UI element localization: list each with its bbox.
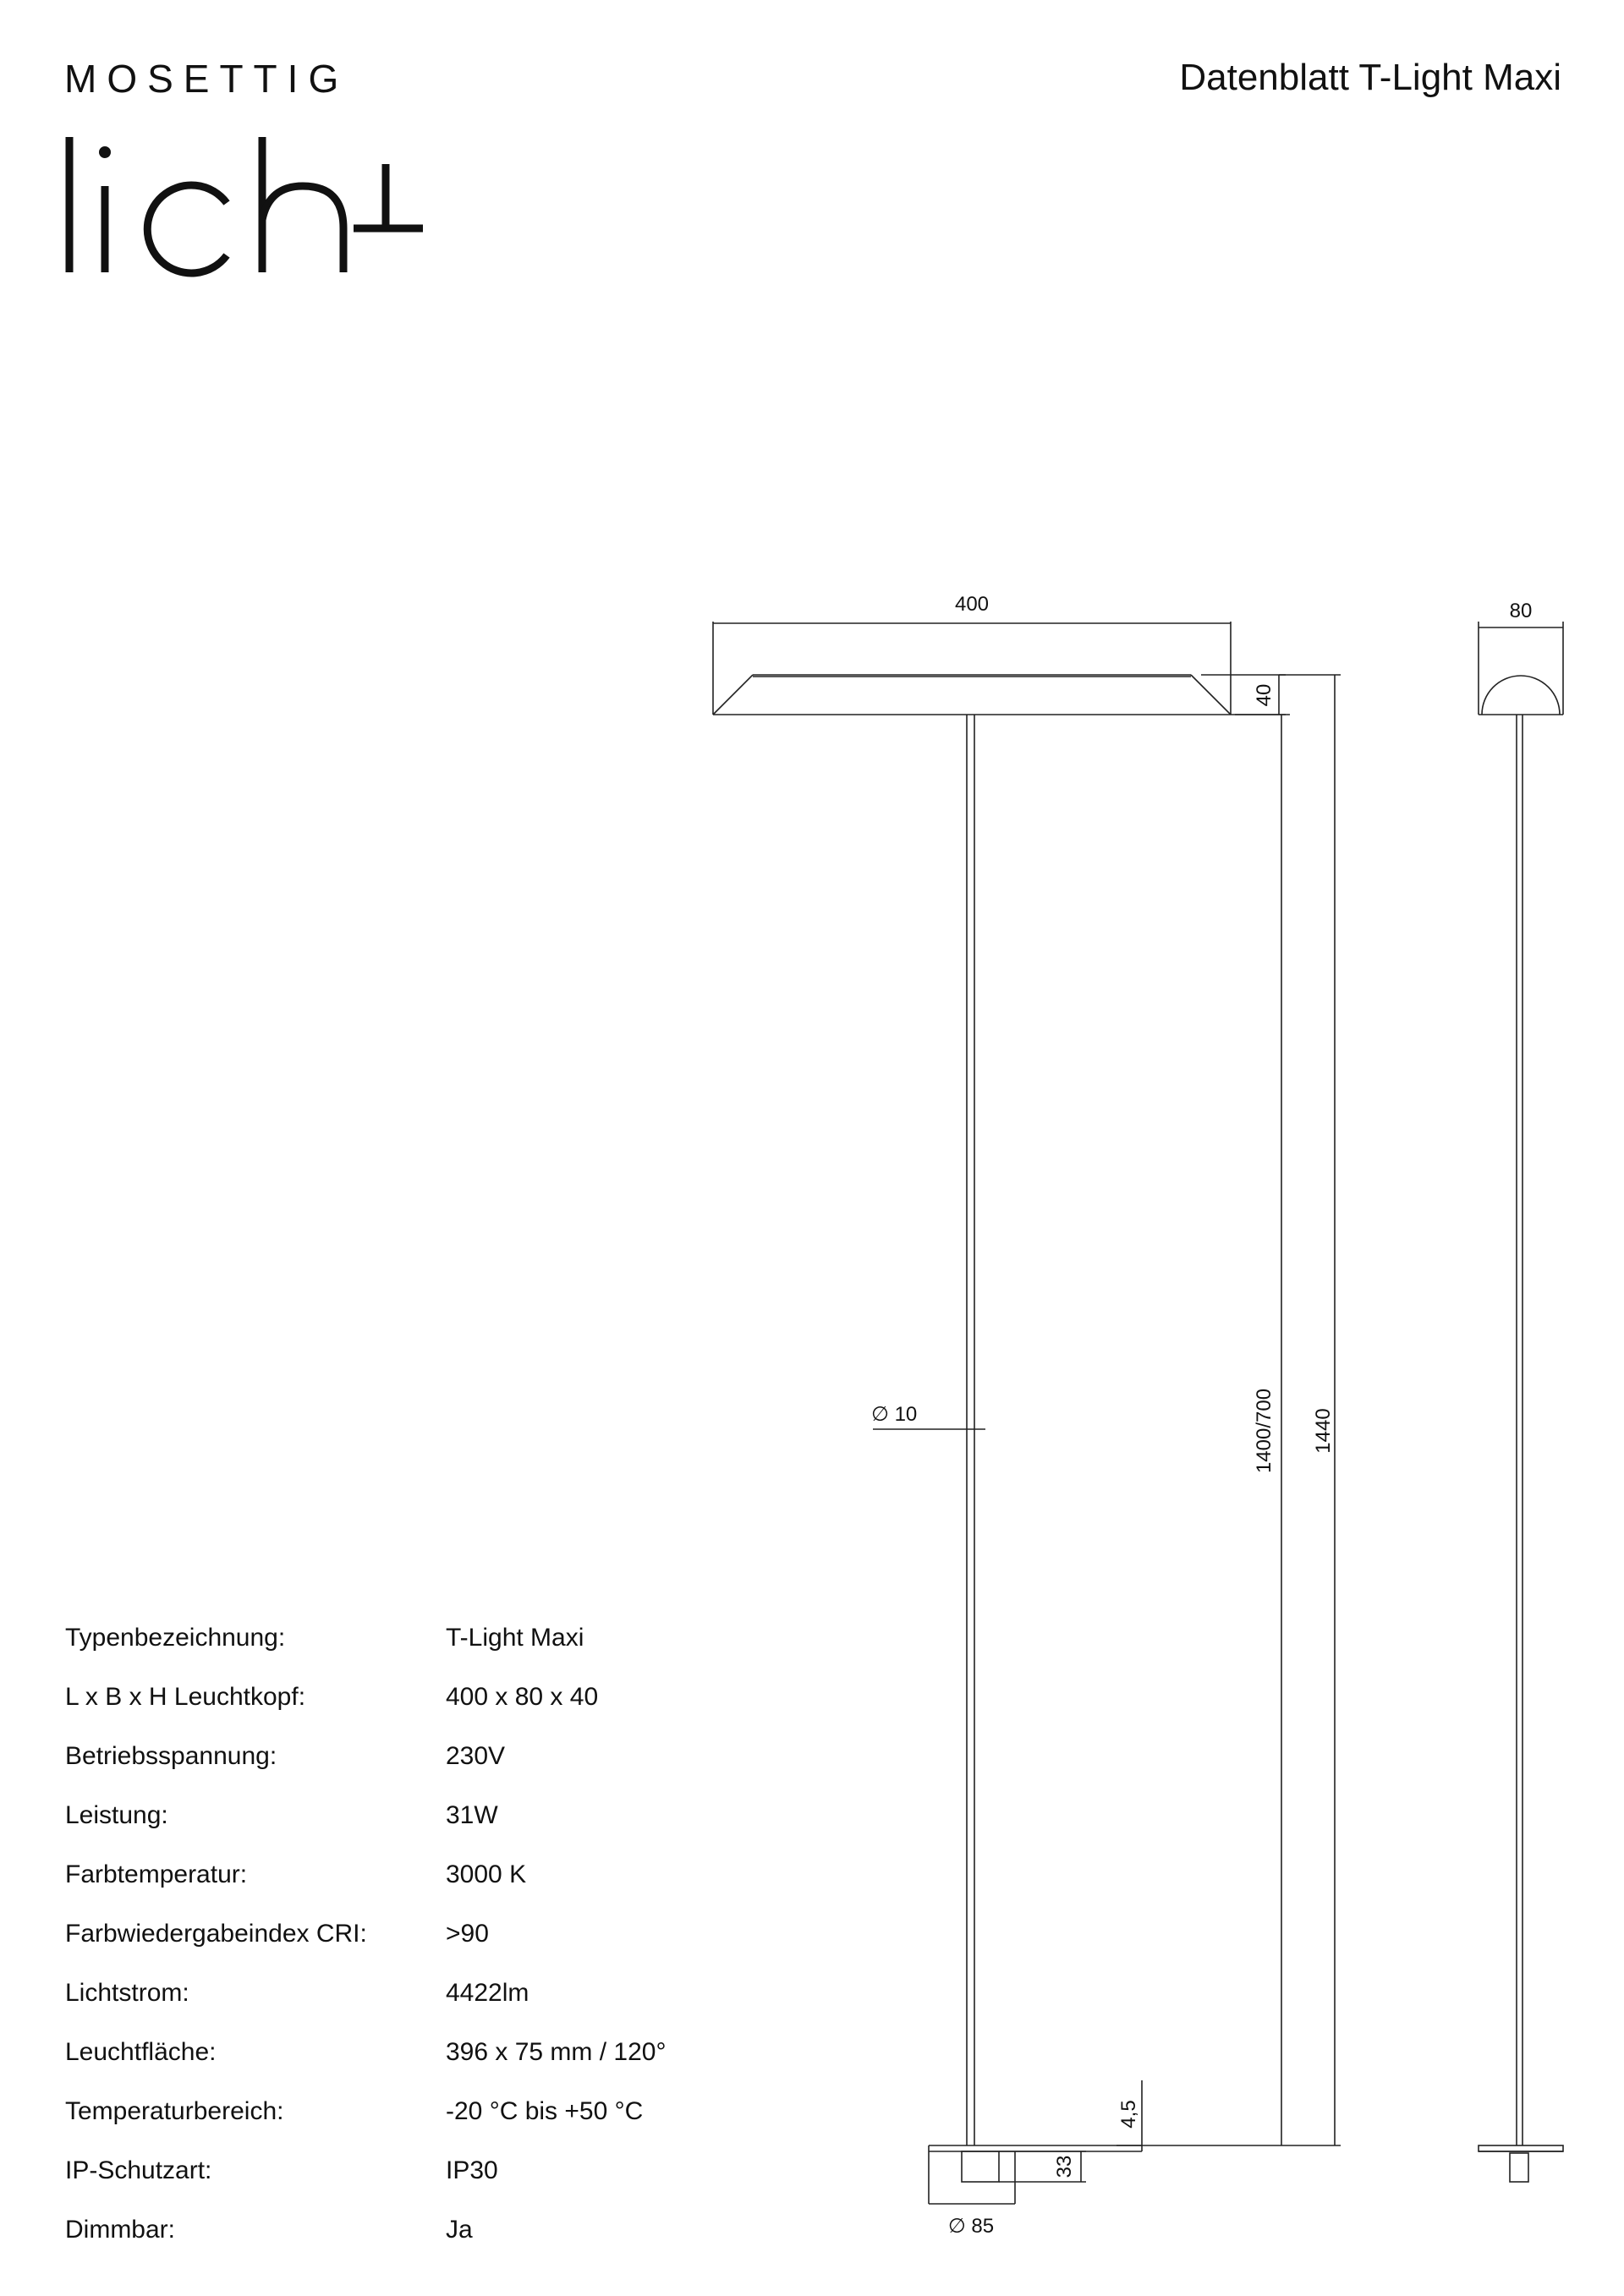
stem-height-label: 1400/700 [1253, 1388, 1276, 1474]
spec-value: Ja [446, 2216, 473, 2244]
spec-label: Farbtemperatur: [65, 1860, 248, 1888]
lamp-head-front [713, 675, 1231, 715]
spec-row-dimensions [65, 1676, 708, 1735]
spec-label: Typenbezeichnung: [65, 1624, 286, 1652]
spec-label: Temperaturbereich: [65, 2097, 284, 2125]
spec-label: Dimmbar: [65, 2216, 176, 2244]
spec-label: L x B x H Leuchtkopf: [65, 1683, 306, 1711]
spec-value: 400 x 80 x 40 [446, 1683, 599, 1711]
base-diameter-label: ∅ 85 [947, 2215, 995, 2238]
total-height-dimension [1142, 675, 1341, 2145]
brand-name: MOSETTIG [64, 57, 349, 101]
spec-value: 4422lm [446, 1979, 529, 2007]
spec-value: T-Light Maxi [446, 1624, 584, 1652]
spec-label: Leuchtfläche: [65, 2038, 217, 2066]
spec-value: -20 °C bis +50 °C [446, 2097, 644, 2125]
spec-row-color-temperature [65, 1854, 708, 1913]
spec-row-cri [65, 1913, 708, 1972]
spec-value: 3000 K [446, 1860, 527, 1888]
depth-label: 80 [1509, 600, 1533, 622]
width-label: 400 [954, 593, 990, 616]
spec-row-voltage [65, 1735, 708, 1795]
spec-row-power [65, 1795, 708, 1854]
spec-value: >90 [446, 1920, 489, 1948]
spec-value: 396 x 75 mm / 120° [446, 2038, 667, 2066]
base-front [929, 2145, 1142, 2204]
stem-front [967, 715, 974, 2145]
spec-row-dimmable [65, 2209, 708, 2268]
base-height-label: 33 [1053, 2155, 1076, 2178]
spec-value: IP30 [446, 2156, 498, 2184]
lamp-head-side [1479, 622, 1563, 715]
spec-row-luminous-flux [65, 1972, 708, 2031]
total-height-label: 1440 [1312, 1408, 1335, 1454]
spec-label: Leistung: [65, 1801, 168, 1829]
spec-value: 31W [446, 1801, 498, 1829]
spec-row-type [65, 1617, 708, 1676]
spec-value: 230V [446, 1742, 506, 1770]
spec-row-light-surface [65, 2031, 708, 2091]
stem-side [1517, 715, 1522, 2145]
spec-row-temperature-range [65, 2091, 708, 2150]
spec-label: Betriebsspannung: [65, 1742, 277, 1770]
spec-table [65, 1617, 708, 2268]
document-title: Datenblatt T-Light Maxi [1179, 57, 1561, 98]
spec-row-ip-rating [65, 2150, 708, 2209]
base-plate-label: 4,5 [1117, 2100, 1140, 2129]
head-height-label: 40 [1253, 683, 1276, 707]
spec-label: Farbwiedergabeindex CRI: [65, 1920, 367, 1948]
width-dimension [713, 622, 1231, 715]
base-side [1479, 2145, 1563, 2182]
stem-diameter-label: ∅ 10 [871, 1403, 918, 1426]
spec-label: IP-Schutzart: [65, 2156, 212, 2184]
spec-label: Lichtstrom: [65, 1979, 189, 2007]
